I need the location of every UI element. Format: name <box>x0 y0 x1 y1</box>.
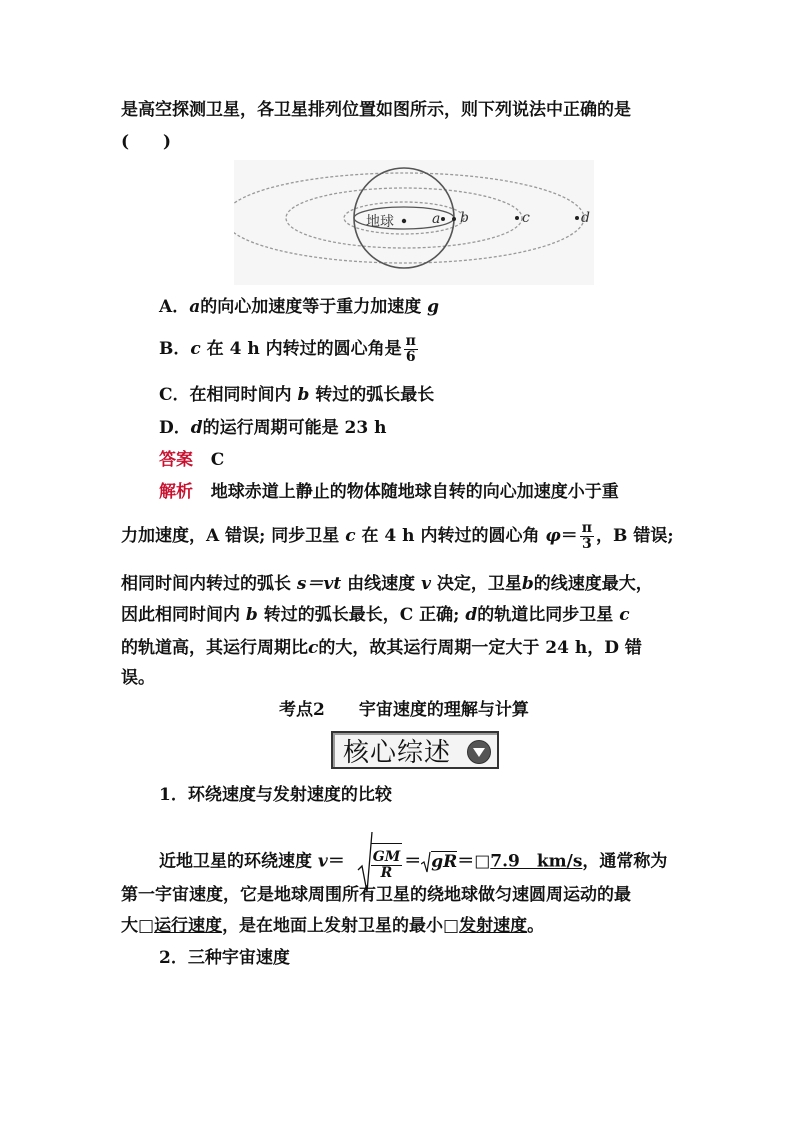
sqrt-gm-r: $\frac{GM}{R}$ <box>357 830 404 894</box>
first-cosmic-velocity-value: 7.9 km/s <box>490 851 583 872</box>
orbit-figure <box>234 160 594 285</box>
earth-label: 地球 <box>366 214 394 230</box>
analysis-label: 解析 <box>159 482 193 502</box>
sat-a <box>441 217 445 221</box>
option-c: C．在相同时间内 b 转过的弧长最长 <box>159 385 435 405</box>
analysis-line-3: 相同时间内转过的弧长 s＝vt 由线速度 v 决定，卫星b的线速度最大， <box>121 574 653 594</box>
sat-c <box>515 216 519 220</box>
question-line: 是高空探测卫星，各卫星排列位置如图所示，则下列说法中正确的是 <box>121 100 631 120</box>
analysis-line-5: 的轨道高，其运行周期比c的大，故其运行周期一定大于 24 h，D 错 <box>121 638 642 658</box>
heading-1: 1．环绕速度与发射速度的比较 <box>159 785 392 805</box>
analysis-line-2: 力加速度，A 错误; 同步卫星 c 在 4 h 内转过的圆心角 φ＝ $\frac{\pi}{3}$ ，B 错误; <box>121 520 674 552</box>
earth-center <box>402 219 406 223</box>
sat-label-c: c <box>522 210 530 226</box>
paragraph-1-line-1: 近地卫星的环绕速度 v＝ $\frac{GM}{R}$ ＝ gR＝□7.9 km/s，通常称为 <box>159 830 667 870</box>
sqrt-gr: gR <box>421 851 457 874</box>
orbit-diagram <box>234 160 594 285</box>
sat-b <box>452 217 456 221</box>
answer-label: 答案 <box>159 450 193 470</box>
answer-value: C <box>210 450 225 470</box>
analysis-line-6: 误。 <box>121 668 155 688</box>
option-b: B．c 在 4 h 内转过的圆心角是 $\frac{\pi}{6}$ <box>159 333 416 365</box>
answer <box>159 449 224 471</box>
paragraph-1-line-3: 大□运行速度，是在地面上发射卫星的最小□发射速度。 <box>121 916 545 936</box>
answer-parenthesis: ( ) <box>121 132 172 152</box>
sat-d <box>575 216 579 220</box>
sat-label-a: a <box>432 211 441 227</box>
analysis-line-4: 因此相同时间内 b 转过的弧长最长，C 正确; d的轨道比同步卫星 c <box>121 605 630 625</box>
sat-label-d: d <box>581 210 590 226</box>
option-a: A．a的向心加速度等于重力加速度 g <box>159 297 440 317</box>
sat-label-b: b <box>460 210 469 226</box>
option-d: D．d的运行周期可能是 23 h <box>159 418 387 438</box>
core-summary-box <box>331 731 499 769</box>
core-summary-title: 核心综述 <box>343 737 452 768</box>
section-title: 考点2 宇宙速度的理解与计算 <box>279 700 529 720</box>
triangle-down-icon <box>467 740 491 764</box>
analysis-line-1: 解析 地球赤道上静止的物体随地球自转的向心加速度小于重 <box>159 482 619 502</box>
paragraph-1-line-2: 第一宇宙速度，它是地球周围所有卫星的绕地球做匀速圆周运动的最 <box>121 885 631 905</box>
heading-2: 2．三种宇宙速度 <box>159 948 290 968</box>
